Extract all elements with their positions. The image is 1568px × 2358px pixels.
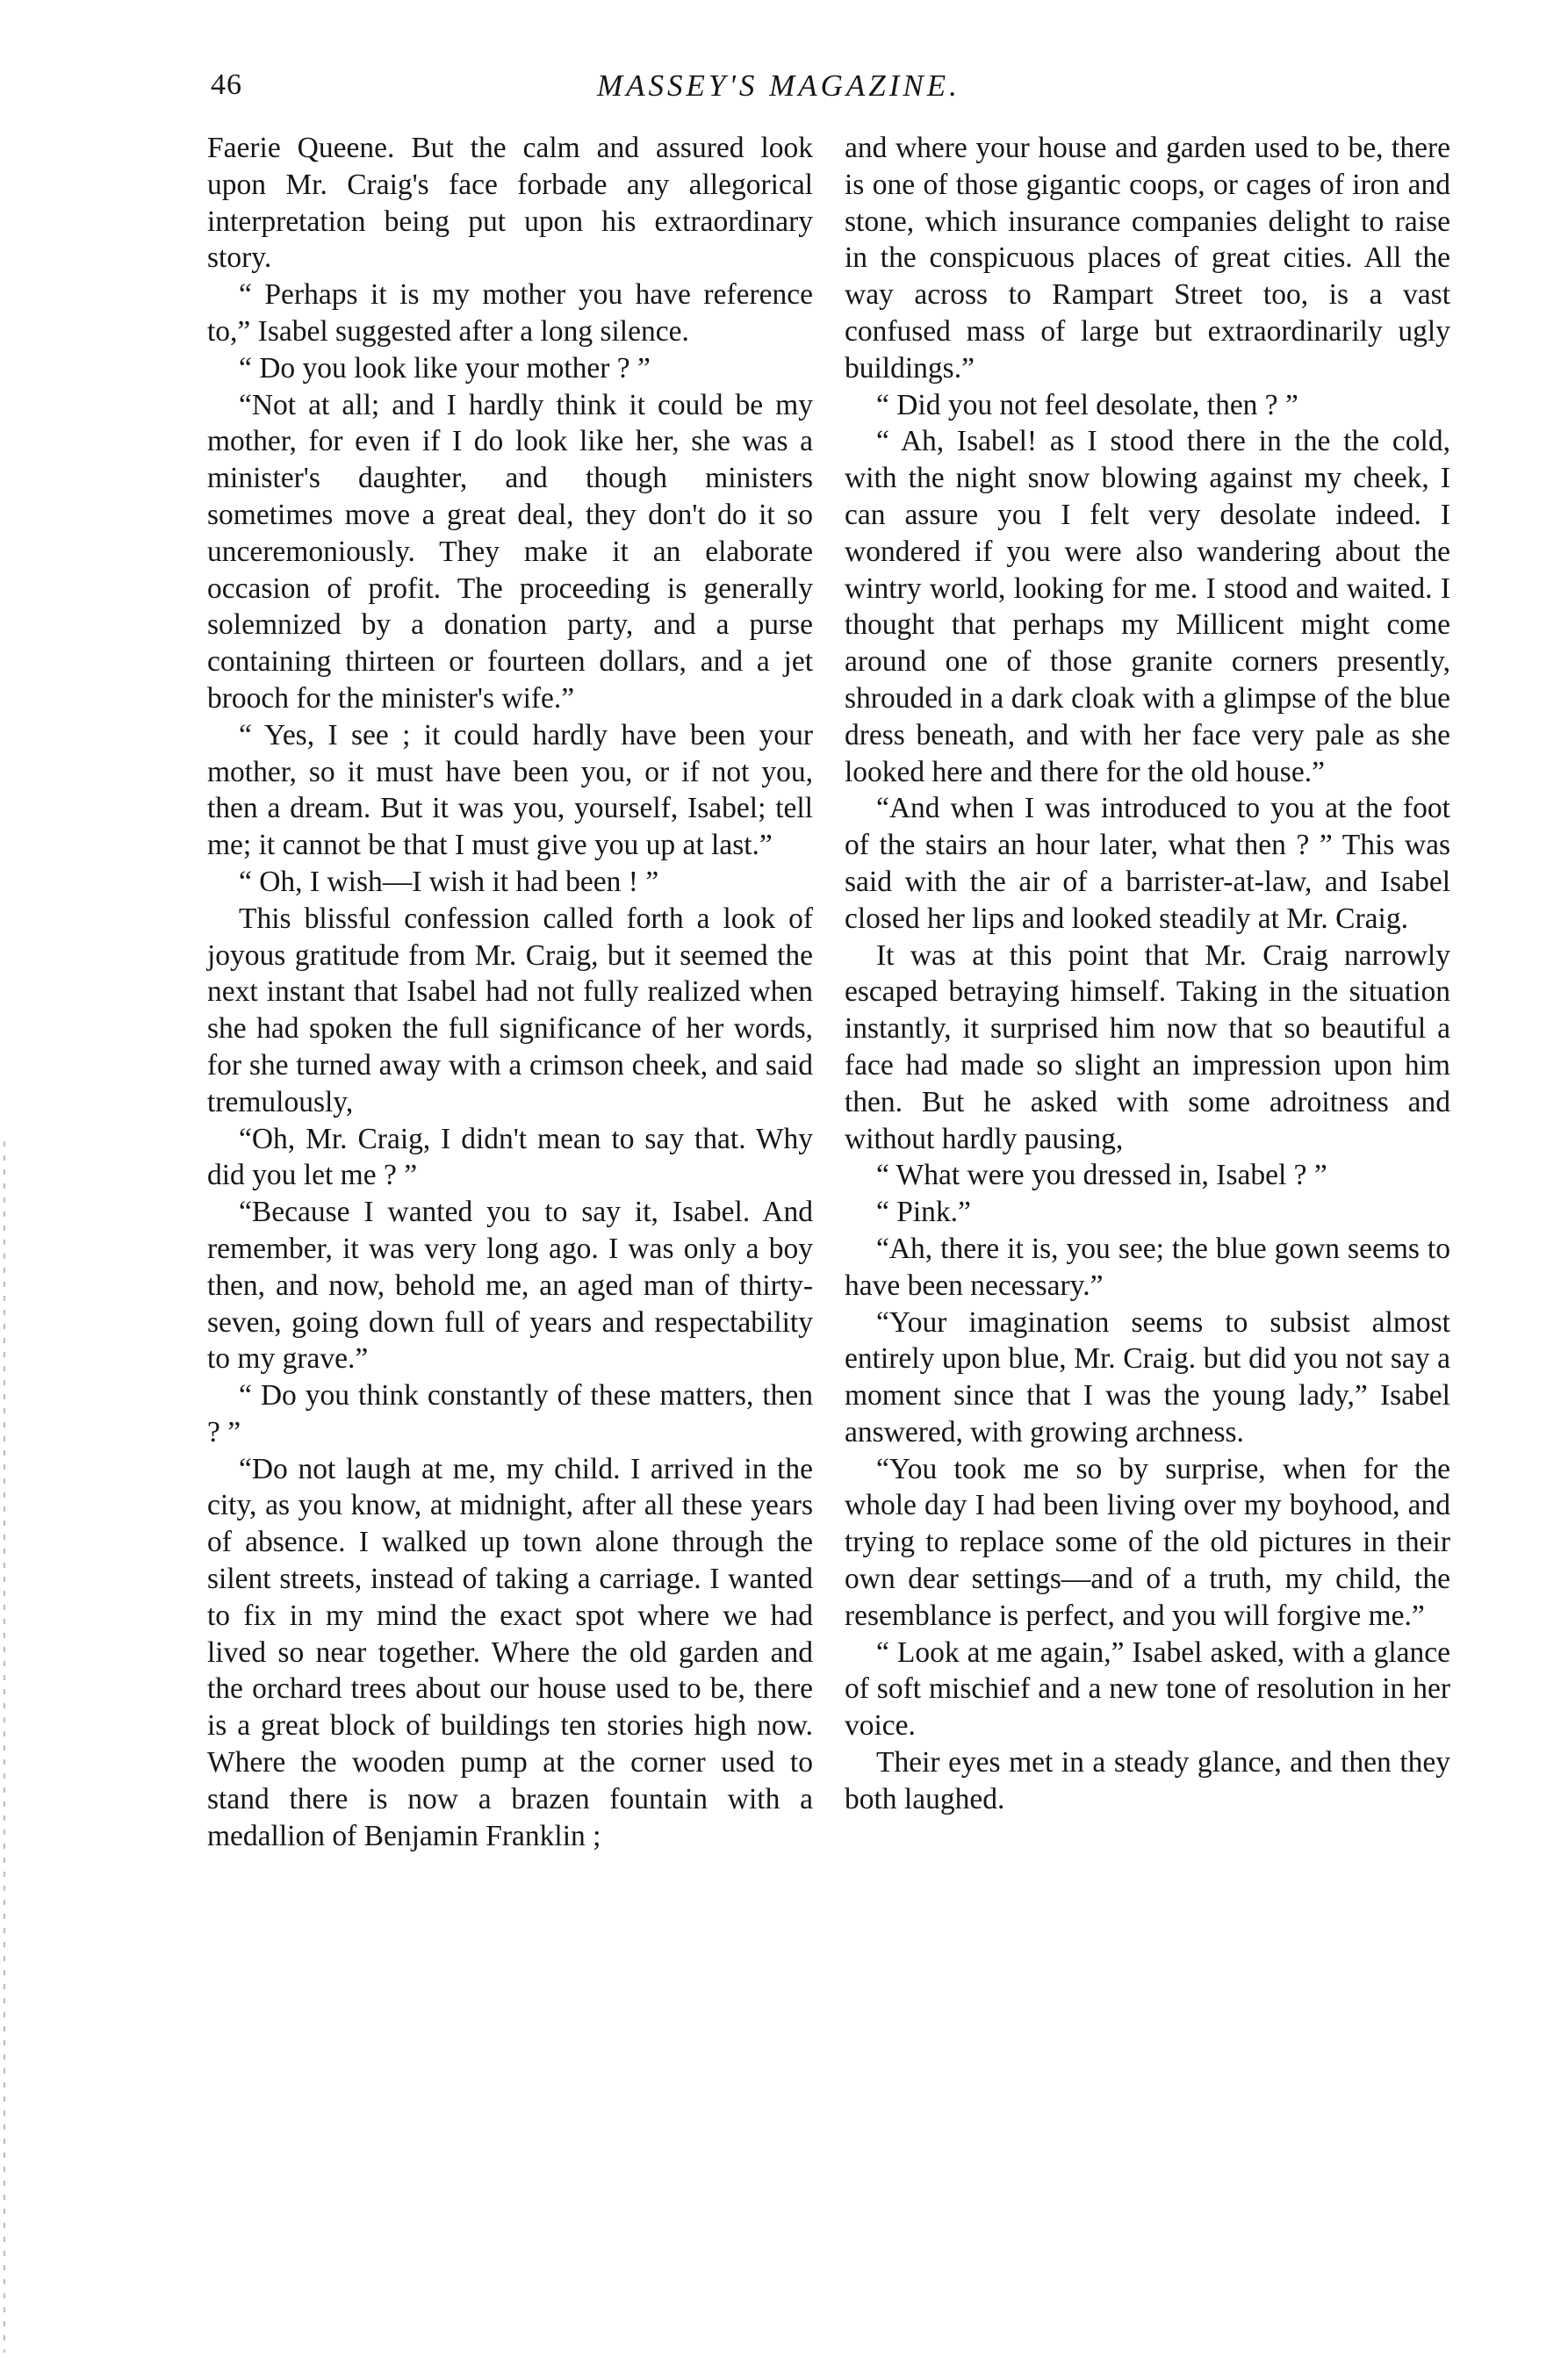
paragraph: “ Pink.”: [876, 1196, 971, 1229]
paragraph: “ Ah, Isabel! as I stood there in the the cold, with the night snow blowing against my cheek, I can assure you I felt very desolate indeed. I wondered if you were also wandering about the wintry world, looking for me. I stood and waited. I thought that perhaps my Millicent might come around one of those granite corners presently, shrouded in a dark cloak with a glimpse of the blue dress beneath, and with her face very pale as she looked here and there for the old house.”: [845, 425, 1450, 788]
paragraph: It was at this point that Mr. Craig narrowly escaped betraying himself. Taking in the situation instantly, it surprised him now that so beautiful a face had made so slight an impression upon him then. But he asked with some adroitness and without hardly pausing,: [845, 938, 1450, 1155]
paragraph: “Do not laugh at me, my child. I arrived in the city, as you know, at midnight, after all these years of absence. I walked up town alone through the silent streets, instead of taking a carriage. I wanted to fix in my mind the exact spot where we had lived so near together. Where the old garden and the orchard trees about our house used to be, there is a great block of buildings ten stories high now. Where the wooden pump at the corner used to stand there is now a brazen fountain with a medallion of Benjamin Franklin ;: [207, 1452, 813, 1852]
paragraph: This blissful confession called forth a look of joyous gratitude from Mr. Craig, but it seemed the next instant that Isabel had not fully realized when she had spoken the full significance of her words, for she turned away with a crimson cheek, and said tremulously,: [207, 902, 813, 1118]
right-column: [845, 130, 1450, 1818]
scan-margin-edge: [4, 1141, 5, 2353]
paragraph: “ Do you think constantly of these matters, then ? ”: [207, 1379, 813, 1449]
paragraph: “Oh, Mr. Craig, I didn't mean to say that. Why did you let me ? ”: [207, 1122, 813, 1192]
paragraph: and where your house and garden used to be, there is one of those gigantic coops, or cages of iron and stone, which insurance companies delight to raise in the conspicuous places of great cities. All the way across to Rampart Street too, is a vast confused mass of large but extraordinarily ugly buildings.”: [845, 132, 1450, 385]
paragraph: “Ah, there it is, you see; the blue gown seems to have been necessary.”: [845, 1232, 1450, 1302]
paragraph: “Not at all; and I hardly think it could be my mother, for even if I do look like her, she was a minister's daughter, and though ministers sometimes move a great deal, they don't do it so unceremoniously. They make it an elaborate occasion of profit. The proceeding is generally solemnized by a donation party, and a purse containing thirteen or fourteen dollars, and a jet brooch for the minister's wife.”: [207, 388, 813, 715]
paragraph: “ Oh, I wish—I wish it had been ! ”: [239, 865, 659, 898]
left-column: [207, 130, 813, 1854]
running-title: MASSEY'S MAGAZINE.: [597, 68, 960, 103]
paragraph: “ Look at me again,” Isabel asked, with a glance of soft mischief and a new tone of resolution in her voice.: [845, 1636, 1450, 1743]
paragraph: “Because I wanted you to say it, Isabel. And remember, it was very long ago. I was only a boy then, and now, behold me, an aged man of thirty-seven, going down full of years and respectability to my grave.”: [207, 1196, 813, 1376]
page-header: [211, 68, 1440, 112]
paragraph: “ What were you dressed in, Isabel ? ”: [876, 1159, 1327, 1192]
paragraph: Their eyes met in a steady glance, and then they both laughed.: [845, 1746, 1450, 1815]
paragraph: “Your imagination seems to subsist almost entirely upon blue, Mr. Craig. but did you not say a moment since that I was the young lady,” Isabel answered, with growing archness.: [845, 1305, 1450, 1449]
paragraph: Faerie Queene. But the calm and assured look upon Mr. Craig's face forbade any allegorical interpretation being put upon his extraordinary story.: [207, 132, 813, 275]
page-number: 46: [211, 68, 242, 101]
paragraph: “ Do you look like your mother ? ”: [239, 351, 651, 385]
paragraph: “ Did you not feel desolate, then ? ”: [876, 388, 1298, 421]
paragraph: “ Perhaps it is my mother you have reference to,” Isabel suggested after a long silence.: [207, 278, 813, 348]
paragraph: “ Yes, I see ; it could hardly have been your mother, so it must have been you, or if not you, then a dream. But it was you, yourself, Isabel; tell me; it cannot be that I must give you up at last.”: [207, 718, 813, 862]
paragraph: “And when I was introduced to you at the foot of the stairs an hour later, what then ? ” This was said with the air of a barrister-at-law, and Isabel closed her lips and looked steadily at Mr. Craig.: [845, 792, 1450, 935]
paragraph: “You took me so by surprise, when for the whole day I had been living over my boyhood, and trying to replace some of the old pictures in their own dear settings—and of a truth, my child, the resemblance is perfect, and you will forgive me.”: [845, 1452, 1450, 1632]
